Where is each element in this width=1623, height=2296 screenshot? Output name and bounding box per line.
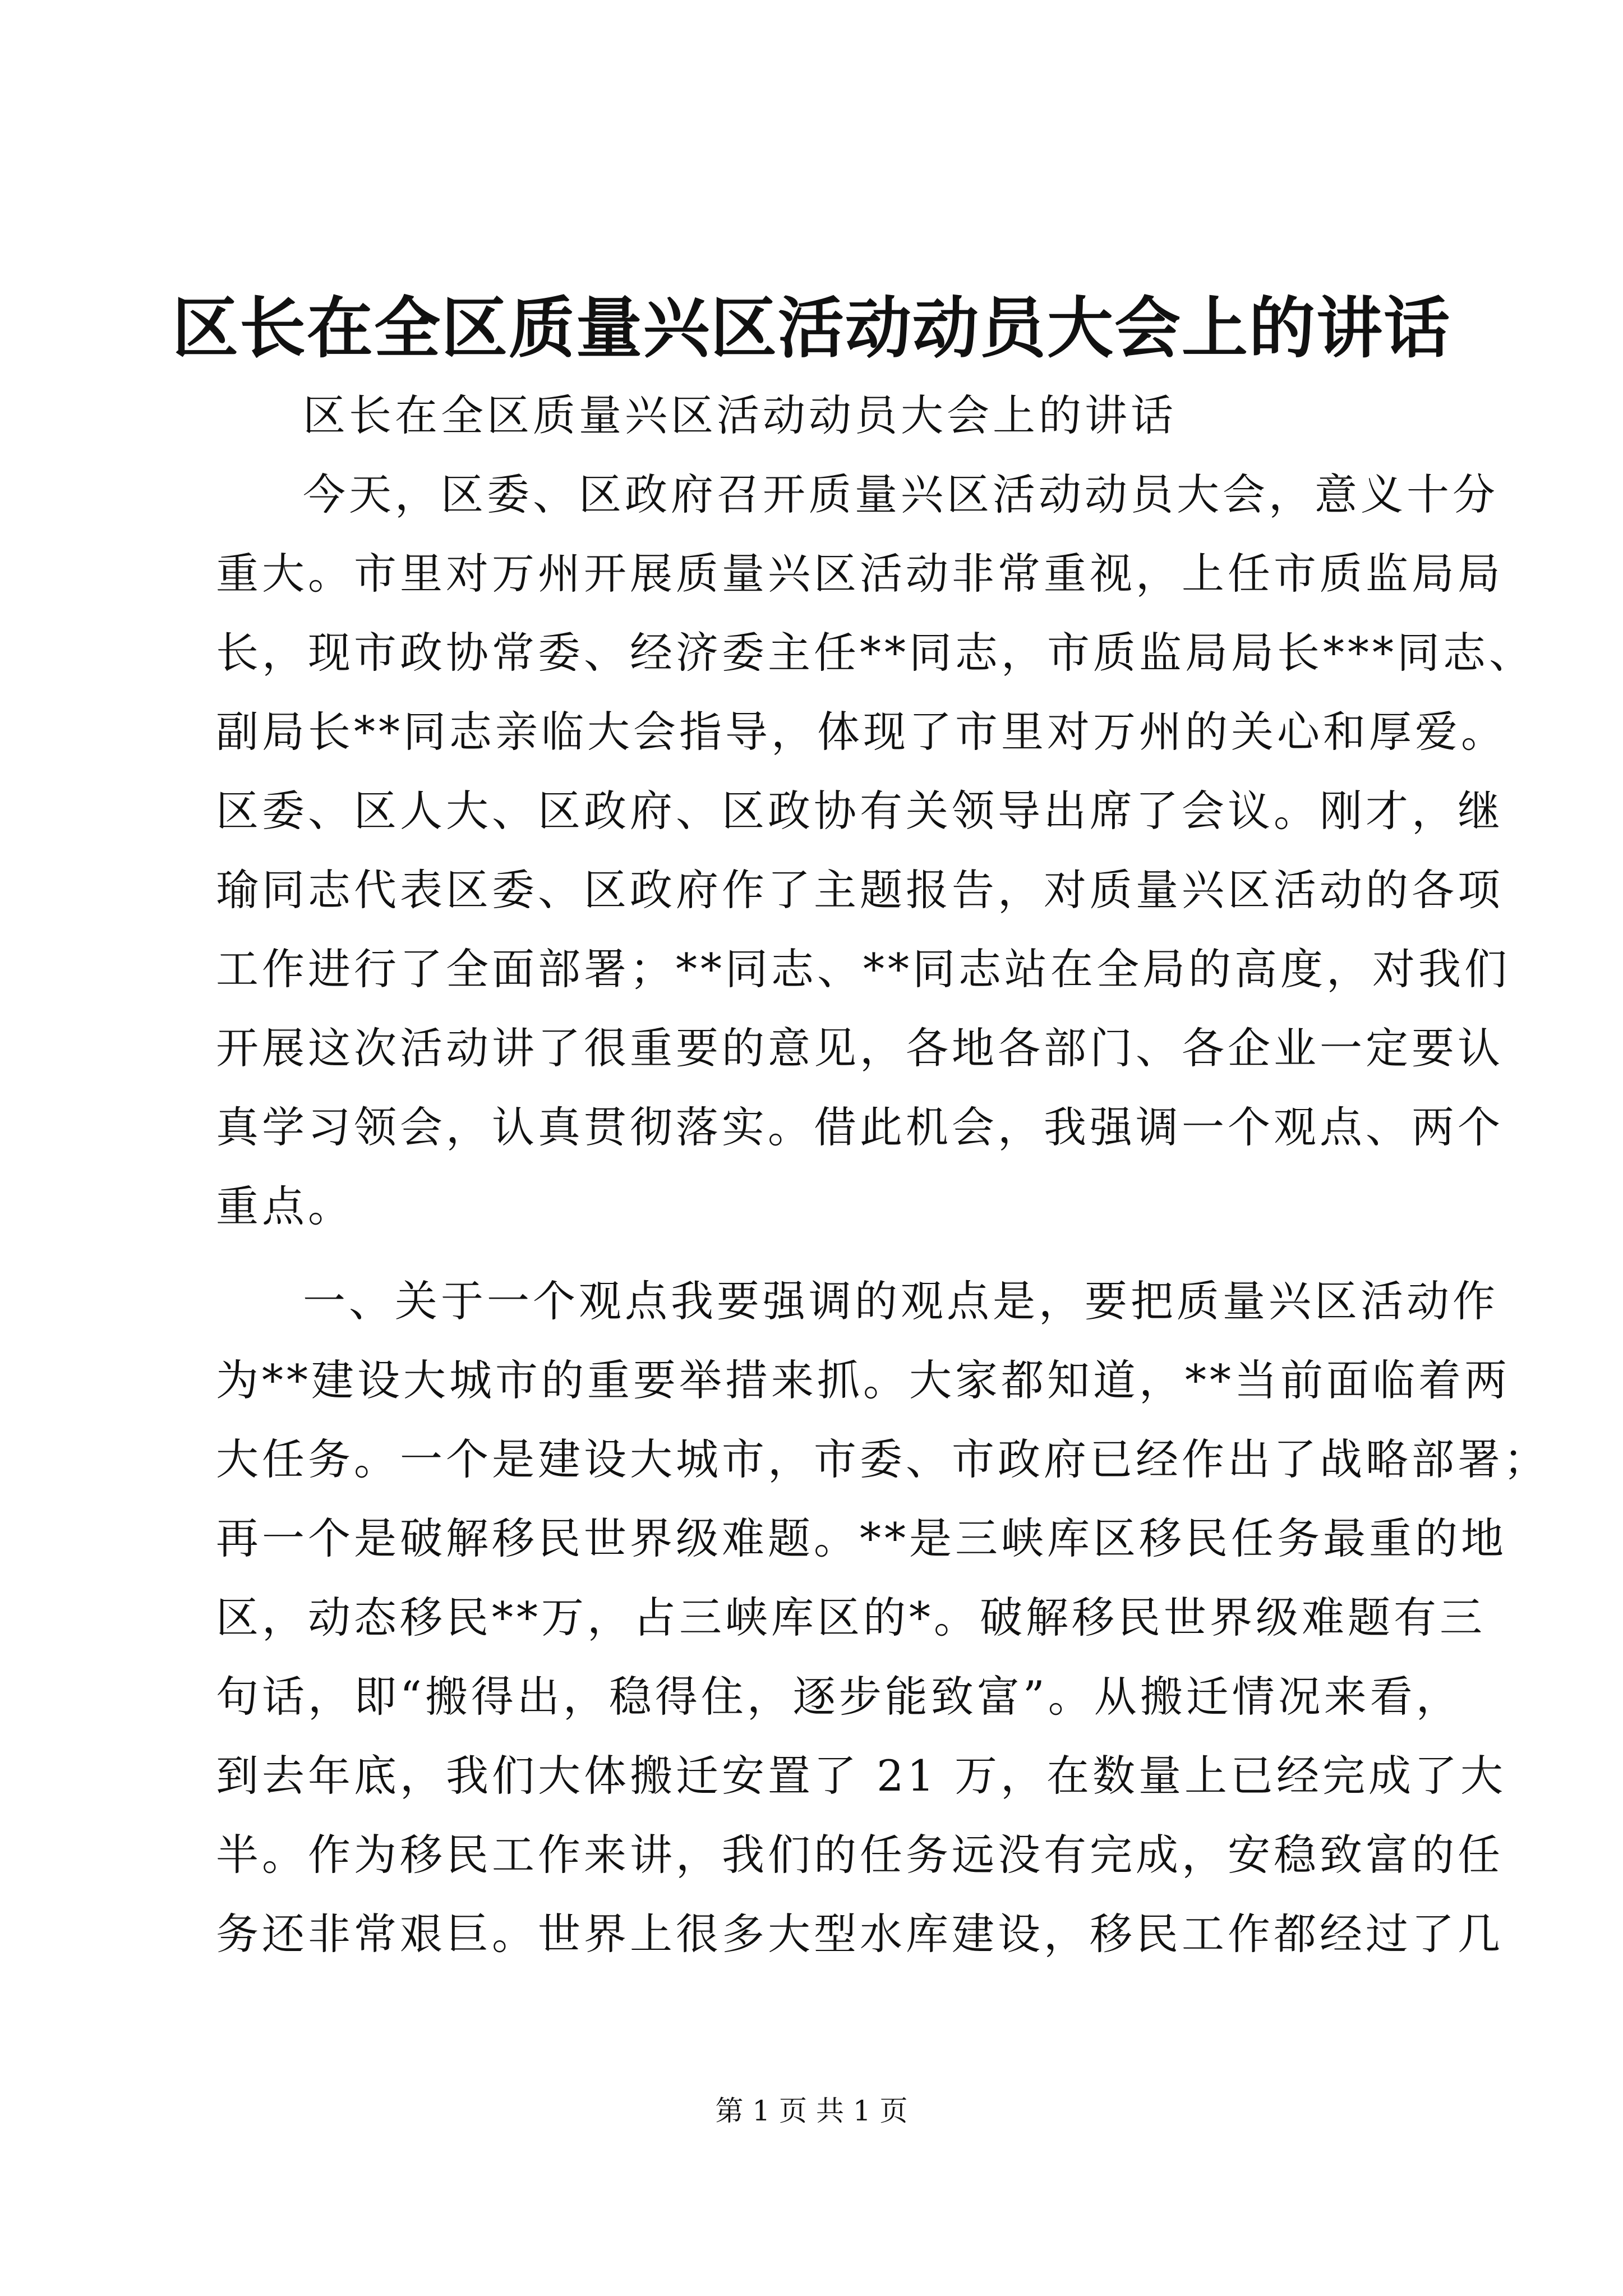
paragraph-2-line: 区，动态移民**万，占三峡库区的*。破解移民世界级难题有三 [216, 1593, 1486, 1642]
paragraph-1-line: 瑜同志代表区委、区政府作了主题报告，对质量兴区活动的各项 [216, 865, 1504, 915]
paragraph-1-line: 重点。 [216, 1181, 354, 1231]
paragraph-2-line: 一、关于一个观点我要强调的观点是，要把质量兴区活动作 [303, 1276, 1498, 1326]
paragraph-2-line: 到去年底，我们大体搬迁安置了 21 万，在数量上已经完成了大 [216, 1751, 1507, 1801]
body-text [216, 376, 1550, 1973]
paragraph-1-line: 重大。市里对万州开展质量兴区活动非常重视，上任市质监局局 [216, 549, 1504, 599]
paragraph-2-line: 再一个是破解移民世界级难题。**是三峡库区移民任务最重的地 [216, 1513, 1507, 1563]
paragraph-1-line: 开展这次活动讲了很重要的意见，各地各部门、各企业一定要认 [216, 1023, 1504, 1073]
paragraph-1-line: 今天，区委、区政府召开质量兴区活动动员大会，意义十分 [303, 470, 1498, 519]
paragraph-1-line: 副局长**同志亲临大会指导，体现了市里对万州的关心和厚爱。 [216, 707, 1507, 757]
paragraph-2-line: 半。作为移民工作来讲，我们的任务远没有完成，安稳致富的任 [216, 1830, 1504, 1880]
paragraph-1-line: 长，现市政协常委、经济委主任**同志，市质监局局长***同志、 [216, 628, 1535, 678]
paragraph-2-line: 务还非常艰巨。世界上很多大型水库建设，移民工作都经过了几 [216, 1909, 1504, 1959]
paragraph-2-line: 句话，即“搬得出，稳得住，逐步能致富”。从搬迁情况来看， [216, 1672, 1462, 1722]
page-title: 区长在全区质量兴区活动动员大会上的讲话 [172, 289, 1451, 367]
subtitle-line: 区长在全区质量兴区活动动员大会上的讲话 [303, 390, 1177, 440]
paragraph-1-line: 区委、区人大、区政府、区政协有关领导出席了会议。刚才，继 [216, 786, 1504, 836]
paragraph-1-line: 工作进行了全面部署；**同志、**同志站在全局的高度，对我们 [216, 944, 1510, 994]
paragraph-2-line: 为**建设大城市的重要举措来抓。大家都知道，**当前面临着两 [216, 1355, 1510, 1405]
page-footer: 第 1 页 共 1 页 [715, 2095, 908, 2127]
paragraph-1-line: 真学习领会，认真贯彻落实。借此机会，我强调一个观点、两个 [216, 1102, 1504, 1152]
paragraph-2-line: 大任务。一个是建设大城市，市委、市政府已经作出了战略部署； [216, 1434, 1550, 1484]
